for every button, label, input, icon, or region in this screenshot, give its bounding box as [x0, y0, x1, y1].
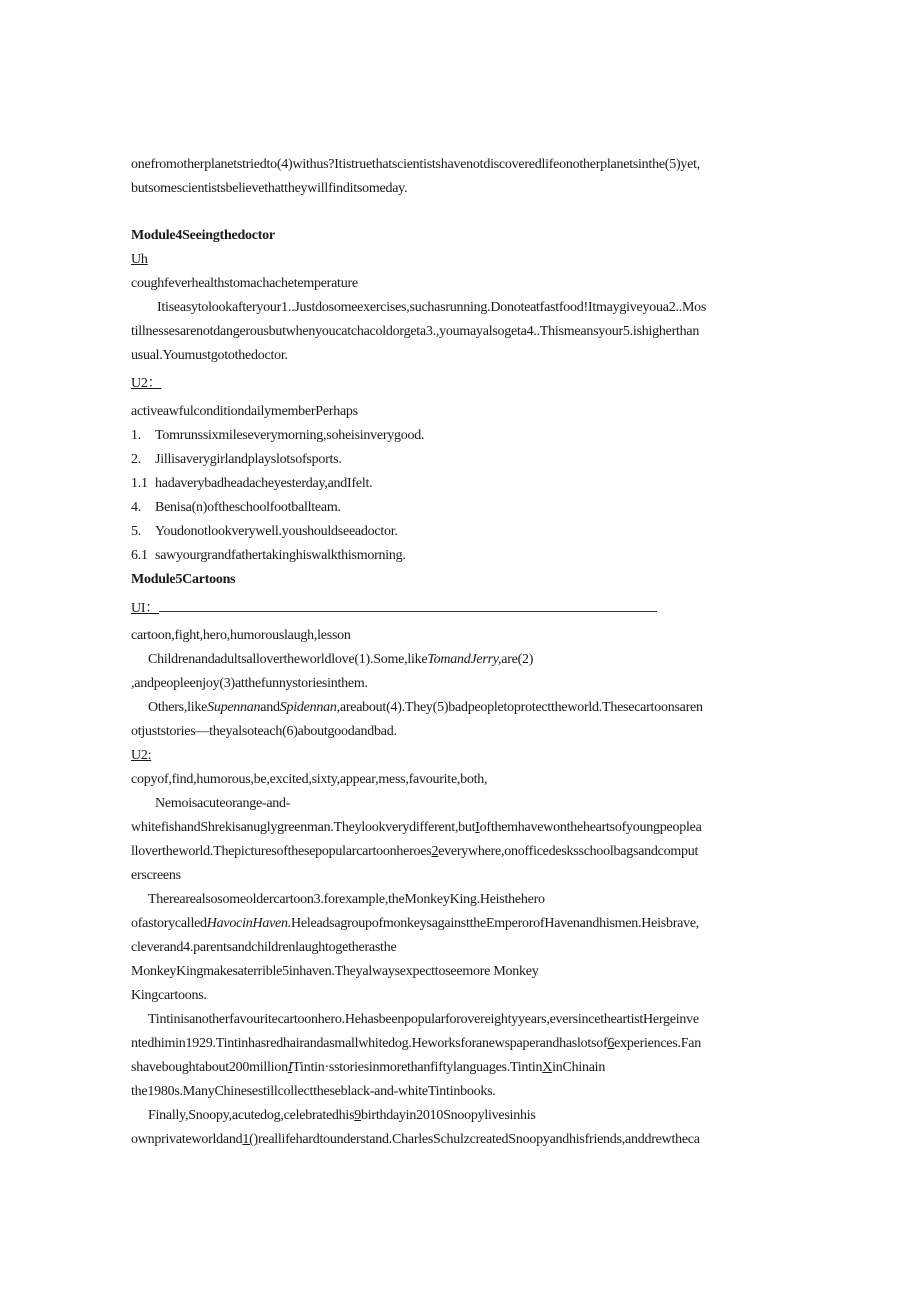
- text-run: HeleadsagroupofmonkeysagainsttheEmperorofHavenandhismen.Heisbrave,: [291, 916, 700, 931]
- word-bank: cartoon,fight,hero,humorouslaugh,lesson: [131, 628, 351, 643]
- text-run: everywhere,onofficedesksschoolbagsandcomput: [438, 844, 699, 859]
- text-line: [131, 1131, 791, 1149]
- item-text: Jillisaverygirlandplayslotsofsports.: [155, 452, 342, 467]
- title-italic: Supennan: [207, 700, 261, 715]
- text-line: Nemoisacuteorange-and-: [155, 796, 291, 811]
- exercise-item: [131, 475, 791, 493]
- word-bank: activeawfulconditiondailymemberPerhaps: [131, 404, 358, 419]
- text-run: whitefishandShrekisanuglygreenman.Theylookverydifferent,but: [131, 820, 476, 835]
- exercise-item: [131, 523, 791, 541]
- item-text: Benisa(n)oftheschoolfootballteam.: [155, 500, 341, 515]
- text-line: Kingcartoons.: [131, 988, 207, 1003]
- blank-number: I: [475, 820, 480, 835]
- text-line: [148, 651, 791, 669]
- unit-label: [131, 375, 791, 393]
- item-number: 1.: [131, 428, 141, 443]
- blank-number: 6: [607, 1036, 615, 1051]
- text-line: [148, 1107, 791, 1125]
- item-number: 5.: [131, 524, 141, 539]
- text-run: Finally,Snoopy,acutedog,celebratedhis: [148, 1108, 355, 1123]
- text-run: inChinain: [552, 1060, 606, 1075]
- text-line: [148, 699, 791, 717]
- text-line: Therearealsosomeoldercartoon3.forexample,theMonkeyKing.Heisthehero: [148, 892, 545, 907]
- text-line: ,andpeopleenjoy(3)atthefunnystoriesinthem.: [131, 676, 368, 691]
- blank-number: 1(): [242, 1132, 258, 1147]
- item-text: Tomrunssixmileseverymorning,soheisinverygood.: [155, 428, 425, 443]
- word-bank: copyof,find,humorous,be,excited,sixty,appear,mess,favourite,both,: [131, 772, 488, 787]
- text-line: erscreens: [131, 868, 181, 883]
- module5-heading: Module5Cartoons: [131, 572, 236, 587]
- unit-label-text: UI：: [131, 601, 160, 616]
- item-text: sawyourgrandfathertakinghiswalkthismorning.: [155, 548, 406, 563]
- text-line: butsomescientistsbelievethattheywillfinditsomeday.: [131, 181, 408, 196]
- text-run: reallifehardtounderstand.CharlesSchulzcreatedSnoopyandhisfriends,anddrewtheca: [257, 1132, 700, 1147]
- text-line: [131, 1035, 791, 1053]
- text-run: areabout(4).They(5)badpeopletoprotecttheworld.Thesecartoonsaren: [339, 700, 703, 715]
- text-line: otjuststories—theyalsoteach(6)aboutgoodandbad.: [131, 724, 397, 739]
- exercise-item: [131, 451, 791, 469]
- text-run: ofastorycalled: [131, 916, 207, 931]
- word-bank: coughfeverhealthstomachachetemperature: [131, 276, 358, 291]
- text-line: the1980s.ManyChinesestillcollecttheseblack-and-whiteTintinbooks.: [131, 1084, 496, 1099]
- text-line: Tintinisanotherfavouritecartoonhero.Hehasbeenpopularforovereightyyears,eversincetheartistHergeinve: [148, 1012, 699, 1027]
- text-line: onefromotherplanetstriedto(4)withus?Itistruethatscientistshavenotdiscoveredlifeonotherplanetsinthe(5)yet,: [131, 157, 700, 172]
- blank-number: X: [542, 1060, 553, 1075]
- text-line: [131, 1059, 791, 1077]
- text-run: Tintin·sstoriesinmorethanfiftylanguages.Tintin: [292, 1060, 543, 1075]
- text-run: Others,like: [148, 700, 208, 715]
- unit-label-text: U2：: [131, 376, 162, 391]
- item-number: 1.1: [131, 476, 148, 491]
- answer-blank-line: [159, 599, 657, 612]
- text-run: experiences.Fan: [614, 1036, 701, 1051]
- exercise-item: [131, 547, 791, 565]
- module4-heading: Module4Seeingthedoctor: [131, 228, 275, 243]
- text-line: cleverand4.parentsandchildrenlaughtogetherasthe: [131, 940, 397, 955]
- text-line: MonkeyKingmakesaterrible5inhaven.Theyalwaysexpecttoseemore Monkey: [131, 964, 539, 979]
- item-number: 4.: [131, 500, 141, 515]
- unit-label-text: Uh: [131, 252, 148, 267]
- unit-label-text: U2:: [131, 748, 152, 763]
- item-text: Youdonotlookverywell.youshouldseeadoctor.: [155, 524, 398, 539]
- item-number: 2.: [131, 452, 141, 467]
- item-number: 6.1: [131, 548, 148, 563]
- text-run: Childrenandadultsallovertheworldlove(1).Some,like: [148, 652, 428, 667]
- unit-label: [131, 251, 791, 269]
- text-run: and: [260, 700, 280, 715]
- title-italic: HavocinHaven.: [206, 916, 292, 931]
- text-run: are(2): [501, 652, 534, 667]
- text-line: [131, 915, 791, 933]
- title-italic: Spidennan,: [279, 700, 340, 715]
- text-line: usual.Youmustgotothedoctor.: [131, 348, 288, 363]
- text-run: llovertheworld.Thepicturesofthesepopularcartoonheroes: [131, 844, 432, 859]
- blank-number: 9: [354, 1108, 362, 1123]
- unit-label: [131, 599, 791, 618]
- unit-label: [131, 747, 791, 765]
- blank-number: I: [287, 1060, 293, 1075]
- text-run: ownprivateworldand: [131, 1132, 243, 1147]
- text-line: [131, 843, 791, 861]
- item-text: hadaverybadheadacheyesterday,andIfelt.: [155, 476, 373, 491]
- title-italic: TomandJerry,: [427, 652, 502, 667]
- text-run: birthdayin2010Snoopylivesinhis: [361, 1108, 536, 1123]
- text-run: shaveboughtabout200million: [131, 1060, 288, 1075]
- text-line: Itiseasytolookafteryour1..Justdosomeexercises,suchasrunning.Donoteatfastfood!Itmaygiveyoua2..Mos: [157, 300, 707, 315]
- text-line: tillnessesarenotdangerousbutwhenyoucatchacoldorgeta3.,youmayalsogeta4..Thismeansyour5.ishigherthan: [131, 324, 700, 339]
- exercise-item: [131, 427, 791, 445]
- exercise-item: [131, 499, 791, 517]
- text-run: ntedhimin1929.Tintinhasredhairandasmallwhitedog.Heworksforanewspaperandhaslotsof: [131, 1036, 608, 1051]
- blank-number: 2: [431, 844, 439, 859]
- text-run: ofthemhavewontheheartsofyoungpeoplea: [479, 820, 702, 835]
- text-line: [131, 819, 791, 837]
